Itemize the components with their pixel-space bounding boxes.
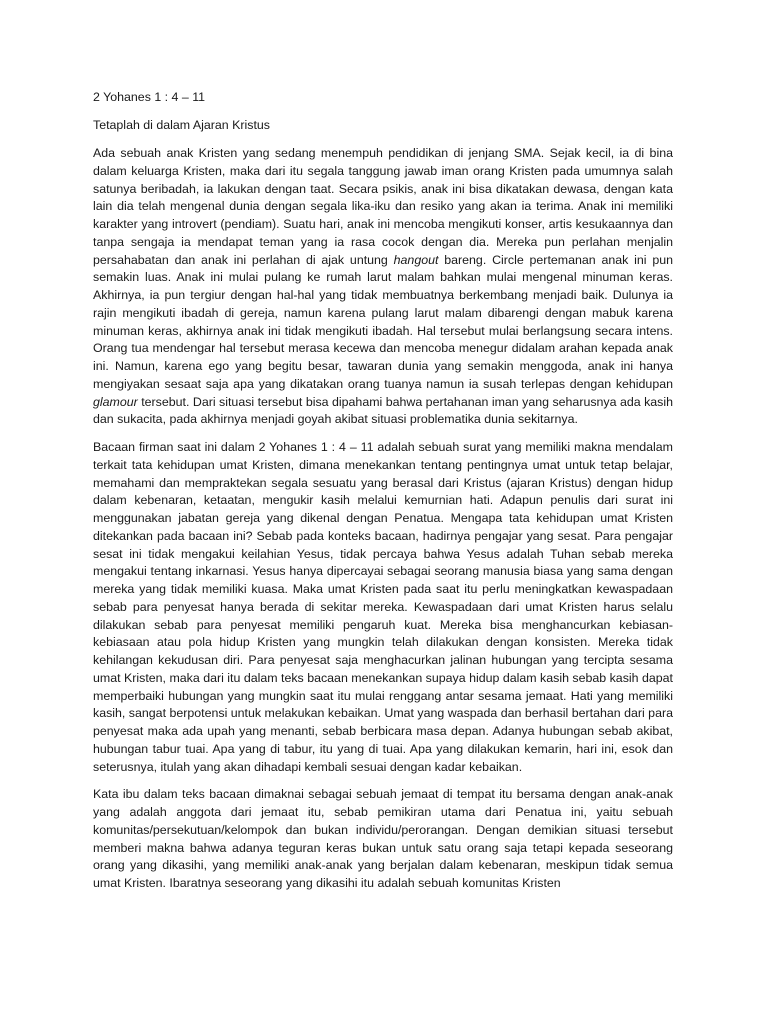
paragraph-1-text-a: Ada sebuah anak Kristen yang sedang menempuh pendidikan di jenjang SMA. Sejak kecil, ia di bina dalam keluarga Kristen, maka dari itu segala tanggung jawab iman orang Kristen pada umumnya salah satunya beribadah, ia lakukan dengan taat. Secara psikis, anak ini bisa dikatakan dewasa, dengan kata lain dia telah mengenal dunia dengan segala lika-iku dan resiko yang akan ia terima. Anak ini memiliki karakter yang introvert (pendiam). Suatu hari, anak ini mencoba mengikuti konser, artis kesukaannya dan tanpa sengaja ia mendapat teman yang ia rasa cocok dengan dia. Mereka pun perlahan menjalin persahabatan dan anak ini perlahan di ajak untung [93,146,673,267]
paragraph-3: Kata ibu dalam teks bacaan dimaknai sebagai sebuah jemaat di tempat itu bersama dengan anak-anak yang adalah anggota dari jemaat itu, sebab pemikiran utama dari Penatua ini, yaitu sebuah komunitas/persekutuan/kelompok dan bukan individu/perorangan. Dengan demikian situasi tersebut memberi makna bahwa adanya teguran keras bukan untuk satu orang saja tetapi kepada seseorang orang yang dikasihi, yang memiliki anak-anak yang berjalan dalam kebenaran, meskipun tidak semua umat Kristen. Ibaratnya seseorang yang dikasihi itu adalah sebuah komunitas Kristen [93,787,673,890]
document-page [93,88,673,903]
paragraph-1-italic-b: glamour [93,394,138,409]
paragraph-1-text-c: tersebut. Dari situasi tersebut bisa dipahami bahwa pertahanan iman yang seharusnya ada kasih dan sukacita, pada akhirnya menjadi goyah akibat situasi problematika dunia sekitarnya. [93,394,673,427]
paragraph-2: Bacaan firman saat ini dalam 2 Yohanes 1 : 4 – 11 adalah sebuah surat yang memiliki makna mendalam terkait tata kehidupan umat Kristen, dimana menekankan tentang pentingnya umat untuk tetap belajar, memahami dan mempraktekan segala sesuatu yang berasal dari Kristus (ajaran Kristus) dengan hidup dalam kebenaran, ketaatan, mengukir kasih melalui kemurnian hati. Adapun penulis dari surat ini menggunakan jabatan gereja yang dikenal dengan Penatua. Mengapa tata kehidupan umat Kristen ditekankan pada bacaan ini? Sebab pada konteks bacaan, hadirnya pengajar yang sesat. Para pengajar sesat ini tidak mengakui keilahian Yesus, tidak percaya bahwa Yesus adalah Tuhan sebab mereka mengakui tentang inkarnasi. Yesus hanya dipercayai sebagai seorang manusia biasa yang sama dengan mereka yang tidak memiliki kuasa. Maka umat Kristen pada saat itu perlu meningkatkan kewaspadaan sebab para penyesat hanya berada di sekitar mereka. Kewaspadaan dari umat Kristen harus selalu dilakukan sebab para penyesat memiliki pengaruh kuat. Mereka bisa menghancurkan kebiasan-kebiasaan atau pola hidup Kristen yang mungkin telah dilakukan dengan konsisten. Mereka tidak kehilangan kekudusan diri. Para penyesat saja menghacurkan jalinan hubungan yang tercipta sesama umat Kristen, maka dari itu dalam teks bacaan menekankan supaya hidup dalam kasih sebab kasih dapat memperbaiki hubungan yang mungkin saat itu mulai renggang antar sesama jemaat. Hati yang memiliki kasih, sangat berpotensi untuk melakukan kebaikan. Umat yang waspada dan berhasil bertahan dari para penyesat maka ada upah yang menanti, sebab berbicara masa depan. Adanya hubungan sebab akibat, hubungan tabur tuai. Apa yang di tabur, itu yang di tuai. Apa yang dilakukan kemarin, hari ini, esok dan seterusnya, itulah yang akan dihadapi kembali sesuai dengan kadar kebaikan. [93,440,673,774]
paragraph-1 [93,145,673,429]
paragraph-1-italic-a: hangout [393,252,439,267]
sermon-title: Tetaplah di dalam Ajaran Kristus [93,118,271,132]
paragraph-1-text-b: bareng. Circle pertemanan anak ini pun semakin luas. Anak ini mulai pulang ke rumah larut malam bahkan mulai mengenal minuman keras. Akhirnya, ia pun tergiur dengan hal-hal yang tidak membuatnya berkembang menjadi baik. Dulunya ia rajin mengikuti ibadah di gereja, namun karena pulang larut malam dibarengi dengan mabuk karena minuman keras, akhirnya anak ini tidak mengikuti ibadah. Hal tersebut mulai berlangsung secara intens. Orang tua mendengar hal tersebut merasa kecewa dan mencoba menegur didalam arahan kepada anak ini. Namun, karena ego yang begitu besar, tawaran dunia yang semakin menggoda, anak ini hanya mengiyakan sesaat saja apa yang dikatakan orang tuanya namun ia susah terlepas dengan kehidupan [93,252,673,391]
scripture-reference: 2 Yohanes 1 : 4 – 11 [93,90,206,104]
